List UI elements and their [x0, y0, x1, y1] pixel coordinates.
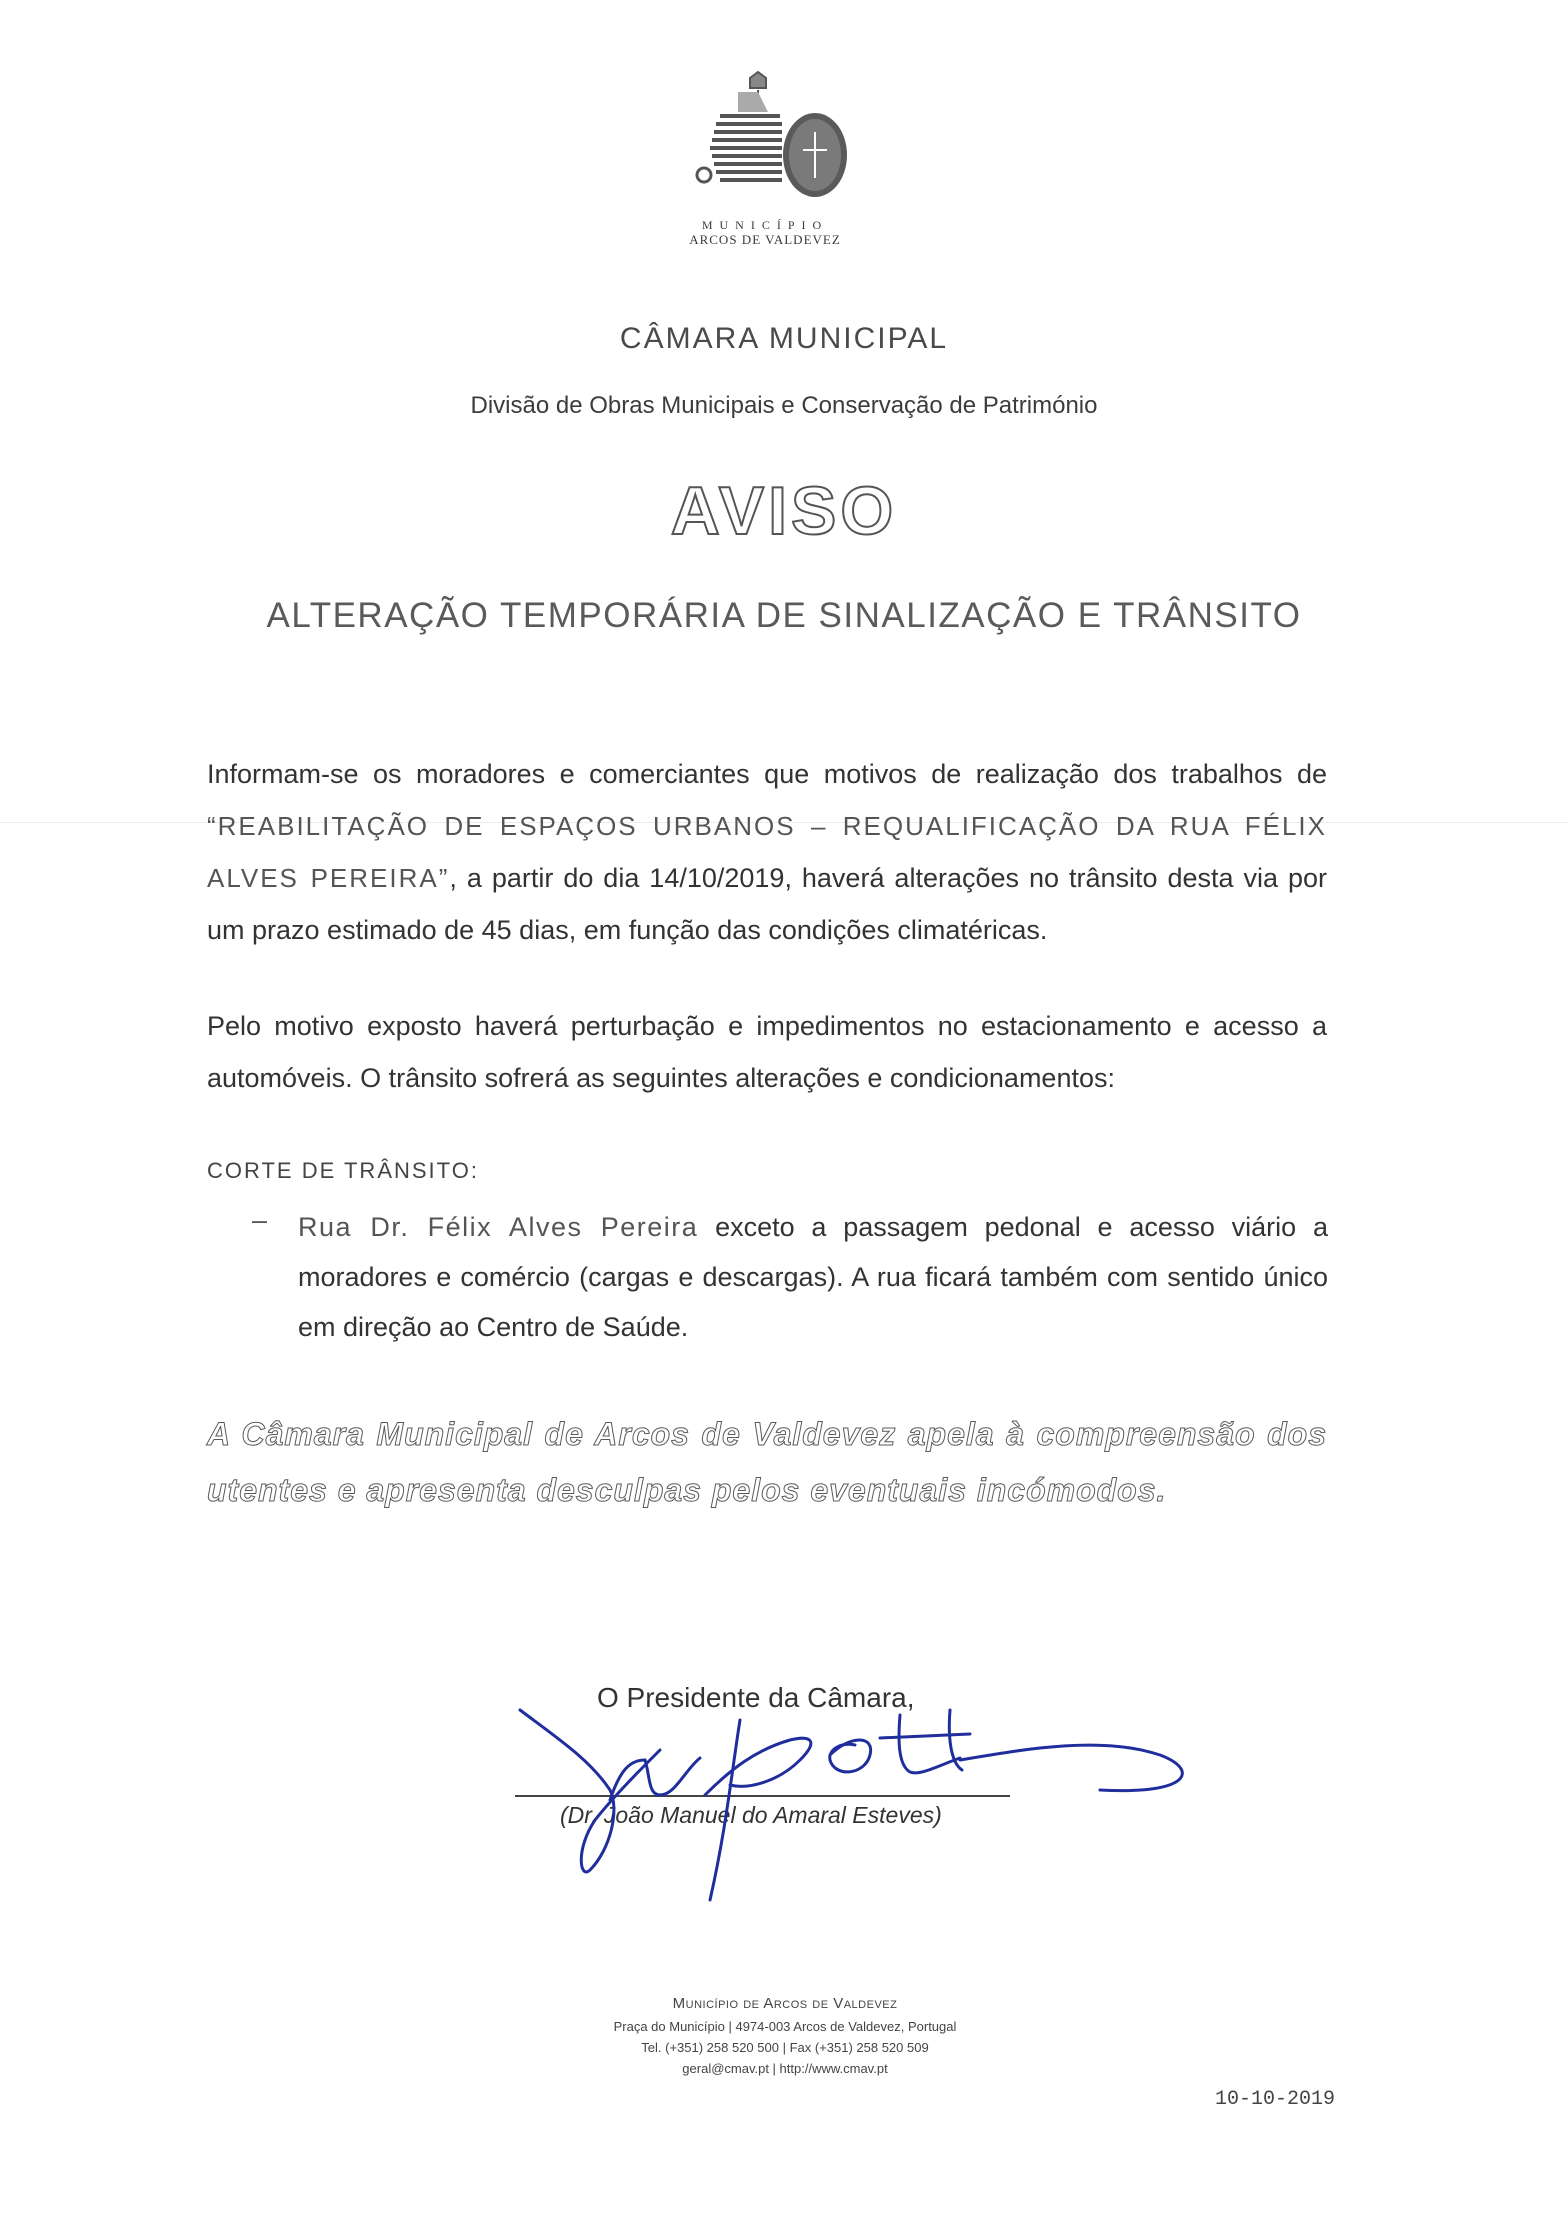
logo-municipality-name: ARCOS DE VALDEVEZ [689, 232, 841, 247]
bullet-text: exceto a passagem pedonal e acesso viário a moradores e comércio (cargas e descargas). A rua ficará também com sentido único em direção ao Centro de Saúde. [298, 1212, 1328, 1342]
notice-subtitle: ALTERAÇÃO TEMPORÁRIA DE SINALIZAÇÃO E TRÂNSITO [266, 596, 1302, 635]
footer-address: Praça do Município | 4974-003 Arcos de Valdevez, Portugal [613, 2019, 957, 2034]
division-name: Divisão de Obras Municipais e Conservação de Património [470, 392, 1098, 419]
page-title: CÂMARA MUNICIPAL [619, 322, 949, 355]
paragraph-impact: Pelo motivo exposto haverá perturbação e impedimentos no estacionamento e acesso a automóveis. O trânsito sofrerá as seguintes alterações e condicionamentos: [207, 1011, 1327, 1093]
notice-heading: AVISO [670, 473, 898, 549]
bullet-dash: – [252, 1205, 268, 1235]
signatory-title: O Presidente da Câmara, [597, 1682, 915, 1713]
project-name: “REABILITAÇÃO DE ESPAÇOS URBANOS – REQUALIFICAÇÃO DA RUA FÉLIX ALVES PEREIRA” [207, 811, 1327, 893]
paragraph-intro [207, 748, 1327, 956]
municipal-crest-icon [690, 70, 870, 200]
signatory-name: (Dr. João Manuel do Amaral Esteves) [560, 1802, 942, 1828]
street-name: Rua Dr. Félix Alves Pereira [298, 1212, 699, 1242]
handwritten-signature [500, 1700, 1200, 1920]
section-label: CORTE DE TRÂNSITO: [207, 1158, 479, 1183]
appeal-statement: A Câmara Municipal de Arcos de Valdevez apela à compreensão dos utentes e apresenta desculpas pelos eventuais incómodos. [207, 1416, 1327, 1508]
document-date: 10-10-2019 [1215, 2088, 1336, 2111]
footer-organization: Município de Arcos de Valdevez [672, 1995, 898, 2012]
logo-municipio-text: MUNICÍPIO [701, 218, 829, 232]
list-item [298, 1202, 1328, 1352]
footer-contact: geral@cmav.pt | http://www.cmav.pt [682, 2061, 888, 2076]
intro-text: Informam-se os moradores e comerciantes que motivos de realização dos trabalhos de [207, 759, 1327, 789]
footer-phone: Tel. (+351) 258 520 500 | Fax (+351) 258 520 509 [641, 2040, 929, 2055]
intro-rest: , a partir do dia 14/10/2019, haverá alterações no trânsito desta via por um prazo estimado de 45 dias, em função das condições climatéricas. [207, 863, 1327, 945]
